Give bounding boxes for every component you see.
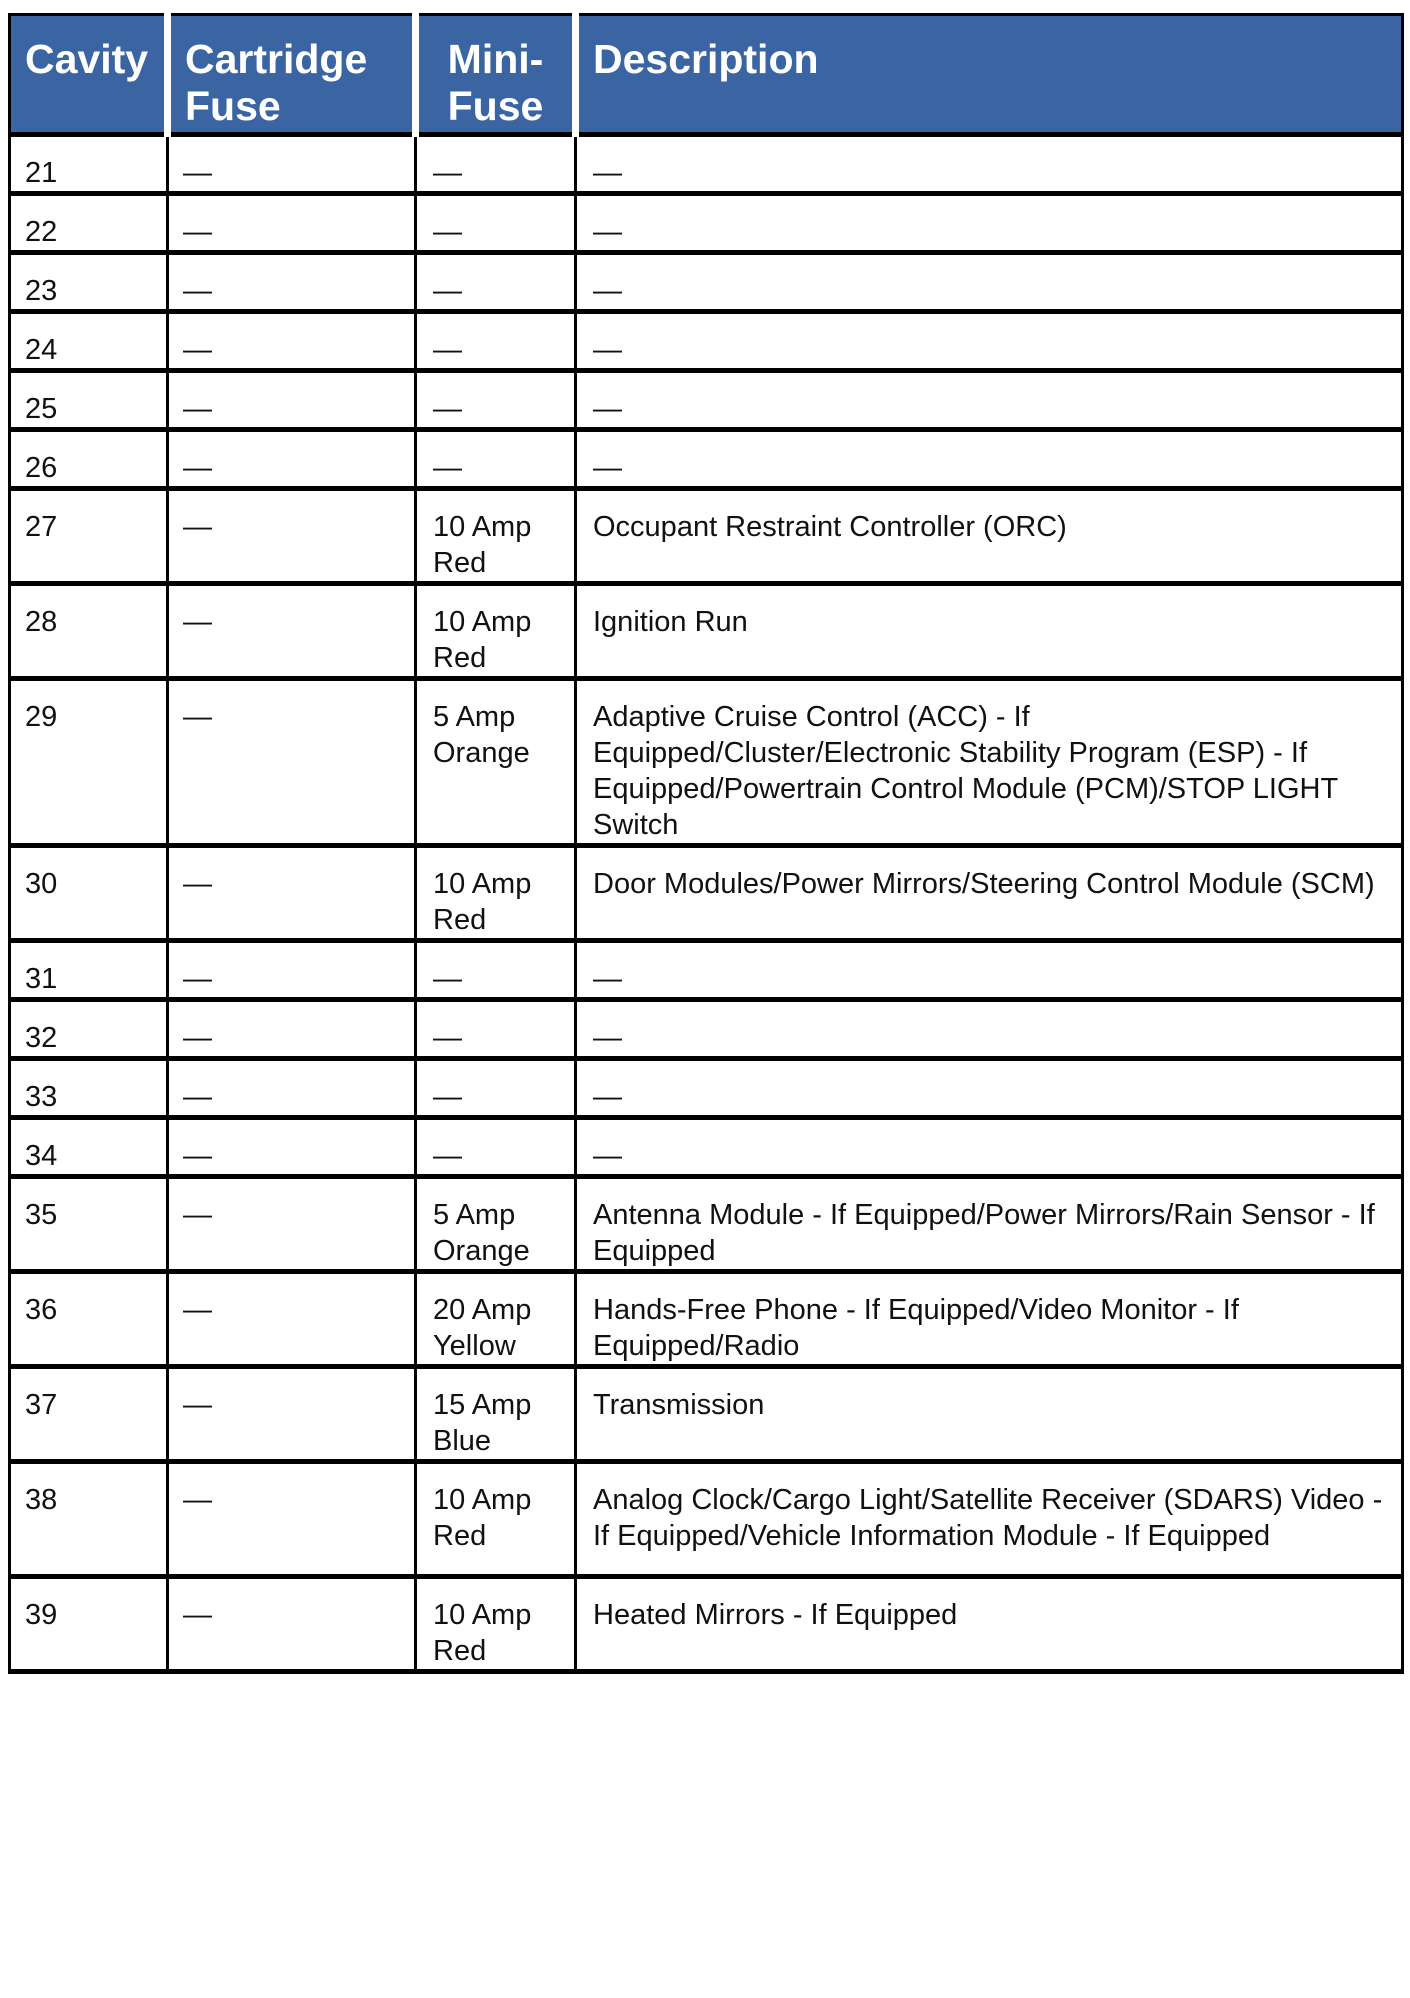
table-row xyxy=(10,194,1403,253)
description-cell: — xyxy=(576,194,1403,253)
cavity-cell: 38 xyxy=(10,1462,168,1577)
table-row xyxy=(10,312,1403,371)
table-row xyxy=(10,1577,1403,1672)
description-cell: Antenna Module - If Equipped/Power Mirrors/Rain Sensor - If Equipped xyxy=(576,1177,1403,1272)
cartridge-fuse-cell: — xyxy=(168,1577,416,1672)
header-cartridge-fuse: Cartridge Fuse xyxy=(168,15,416,135)
header-description: Description xyxy=(576,15,1403,135)
description-cell: — xyxy=(576,1000,1403,1059)
table-row xyxy=(10,679,1403,846)
cavity-cell: 31 xyxy=(10,941,168,1000)
mini-fuse-cell: 15 Amp Blue xyxy=(416,1367,576,1462)
cavity-cell: 23 xyxy=(10,253,168,312)
table-header xyxy=(10,15,1403,135)
table-row xyxy=(10,489,1403,584)
table-row xyxy=(10,371,1403,430)
cavity-cell: 39 xyxy=(10,1577,168,1672)
mini-fuse-cell: — xyxy=(416,1059,576,1118)
cavity-cell: 25 xyxy=(10,371,168,430)
description-cell: — xyxy=(576,430,1403,489)
header-cavity: Cavity xyxy=(10,15,168,135)
mini-fuse-cell: 10 Amp Red xyxy=(416,846,576,941)
cavity-cell: 28 xyxy=(10,584,168,679)
description-cell: Transmission xyxy=(576,1367,1403,1462)
description-cell: — xyxy=(576,253,1403,312)
mini-fuse-cell: — xyxy=(416,430,576,489)
mini-fuse-cell: 20 Amp Yellow xyxy=(416,1272,576,1367)
cartridge-fuse-cell: — xyxy=(168,1272,416,1367)
cavity-cell: 35 xyxy=(10,1177,168,1272)
mini-fuse-cell: — xyxy=(416,371,576,430)
mini-fuse-cell: — xyxy=(416,194,576,253)
cavity-cell: 29 xyxy=(10,679,168,846)
cavity-cell: 26 xyxy=(10,430,168,489)
cartridge-fuse-cell: — xyxy=(168,1000,416,1059)
description-cell: Door Modules/Power Mirrors/Steering Control Module (SCM) xyxy=(576,846,1403,941)
description-cell: Occupant Restraint Controller (ORC) xyxy=(576,489,1403,584)
mini-fuse-cell: — xyxy=(416,135,576,194)
cartridge-fuse-cell: — xyxy=(168,1367,416,1462)
table-row xyxy=(10,584,1403,679)
cavity-cell: 24 xyxy=(10,312,168,371)
cartridge-fuse-cell: — xyxy=(168,1462,416,1577)
cavity-cell: 34 xyxy=(10,1118,168,1177)
mini-fuse-cell: 10 Amp Red xyxy=(416,1462,576,1577)
cartridge-fuse-cell: — xyxy=(168,489,416,584)
cartridge-fuse-cell: — xyxy=(168,253,416,312)
cavity-cell: 30 xyxy=(10,846,168,941)
table-row xyxy=(10,1177,1403,1272)
mini-fuse-cell: — xyxy=(416,1118,576,1177)
cartridge-fuse-cell: — xyxy=(168,430,416,489)
mini-fuse-cell: 5 Amp Orange xyxy=(416,1177,576,1272)
table-row xyxy=(10,430,1403,489)
description-cell: — xyxy=(576,941,1403,1000)
cavity-cell: 36 xyxy=(10,1272,168,1367)
description-cell: Ignition Run xyxy=(576,584,1403,679)
table-row xyxy=(10,253,1403,312)
cavity-cell: 21 xyxy=(10,135,168,194)
table-body xyxy=(10,135,1403,1672)
description-cell: — xyxy=(576,371,1403,430)
description-cell: — xyxy=(576,135,1403,194)
mini-fuse-cell: — xyxy=(416,1000,576,1059)
cartridge-fuse-cell: — xyxy=(168,846,416,941)
table-row xyxy=(10,1000,1403,1059)
cartridge-fuse-cell: — xyxy=(168,135,416,194)
cavity-cell: 33 xyxy=(10,1059,168,1118)
table-row xyxy=(10,135,1403,194)
mini-fuse-cell: 5 Amp Orange xyxy=(416,679,576,846)
description-cell: Heated Mirrors - If Equipped xyxy=(576,1577,1403,1672)
mini-fuse-cell: — xyxy=(416,941,576,1000)
cavity-cell: 27 xyxy=(10,489,168,584)
description-cell: — xyxy=(576,1059,1403,1118)
table-row xyxy=(10,846,1403,941)
table-row xyxy=(10,1367,1403,1462)
description-cell: — xyxy=(576,1118,1403,1177)
description-cell: Adaptive Cruise Control (ACC) - If Equipped/Cluster/Electronic Stability Program (ESP) - If Equipped/Powertrain Control Module (PCM)/STOP LIGHT Switch xyxy=(576,679,1403,846)
table-row xyxy=(10,1118,1403,1177)
cartridge-fuse-cell: — xyxy=(168,941,416,1000)
header-row xyxy=(10,15,1403,135)
cartridge-fuse-cell: — xyxy=(168,584,416,679)
mini-fuse-cell: — xyxy=(416,312,576,371)
cavity-cell: 22 xyxy=(10,194,168,253)
table-row xyxy=(10,941,1403,1000)
cavity-cell: 37 xyxy=(10,1367,168,1462)
description-cell: Analog Clock/Cargo Light/Satellite Receiver (SDARS) Video - If Equipped/Vehicle Information Module - If Equipped xyxy=(576,1462,1403,1577)
mini-fuse-cell: 10 Amp Red xyxy=(416,584,576,679)
cartridge-fuse-cell: — xyxy=(168,312,416,371)
header-mini-fuse: Mini-Fuse xyxy=(416,15,576,135)
description-cell: Hands-Free Phone - If Equipped/Video Monitor - If Equipped/Radio xyxy=(576,1272,1403,1367)
cartridge-fuse-cell: — xyxy=(168,371,416,430)
cartridge-fuse-cell: — xyxy=(168,1118,416,1177)
fuse-table xyxy=(8,13,1404,1674)
cartridge-fuse-cell: — xyxy=(168,1177,416,1272)
table-row xyxy=(10,1272,1403,1367)
cartridge-fuse-cell: — xyxy=(168,1059,416,1118)
mini-fuse-cell: — xyxy=(416,253,576,312)
mini-fuse-cell: 10 Amp Red xyxy=(416,1577,576,1672)
cavity-cell: 32 xyxy=(10,1000,168,1059)
table-row xyxy=(10,1059,1403,1118)
table-row xyxy=(10,1462,1403,1577)
cartridge-fuse-cell: — xyxy=(168,679,416,846)
cartridge-fuse-cell: — xyxy=(168,194,416,253)
mini-fuse-cell: 10 Amp Red xyxy=(416,489,576,584)
description-cell: — xyxy=(576,312,1403,371)
